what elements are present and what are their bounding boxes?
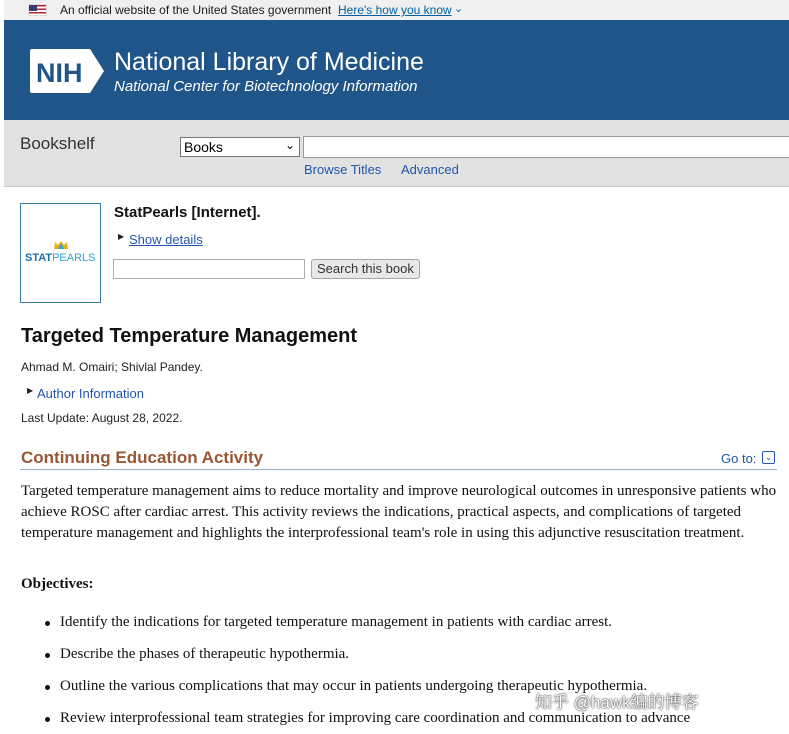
nih-logo[interactable] bbox=[28, 47, 106, 95]
section-divider bbox=[20, 469, 777, 470]
advanced-link[interactable]: Advanced bbox=[401, 162, 459, 177]
us-flag-icon bbox=[28, 4, 47, 16]
heres-how-you-know-link[interactable]: Here's how you know bbox=[338, 3, 452, 17]
last-update: Last Update: August 28, 2022. bbox=[21, 411, 183, 425]
chevron-down-icon: ⌄ bbox=[284, 138, 295, 152]
list-item: Describe the phases of therapeutic hypothermia. bbox=[60, 646, 350, 662]
database-select-value: Books bbox=[184, 139, 223, 155]
list-item: Identify the indications for targeted temperature management in patients with cardiac arrest. bbox=[60, 614, 613, 630]
triangle-right-icon[interactable]: ▶ bbox=[118, 232, 125, 241]
authors: Ahmad M. Omairi; Shivlal Pandey. bbox=[21, 360, 203, 374]
article-title: Targeted Temperature Management bbox=[21, 325, 358, 347]
nih-header bbox=[4, 20, 789, 120]
goto-label[interactable]: Go to: bbox=[721, 451, 757, 466]
list-item: Review interprofessional team strategies for improving care coordination and communication to advance bbox=[60, 710, 691, 726]
nih-logo-text: NIH bbox=[36, 58, 83, 88]
book-search-input[interactable] bbox=[113, 259, 305, 279]
author-information-link[interactable]: Author Information bbox=[37, 386, 144, 401]
search-this-book-button[interactable]: Search this book bbox=[311, 259, 420, 279]
goto-chevron-icon[interactable]: ⌄ bbox=[762, 451, 775, 464]
watermark: 知乎 @hawk编的博客 bbox=[535, 693, 699, 712]
browse-titles-link[interactable]: Browse Titles bbox=[304, 162, 382, 177]
cover-brand bbox=[25, 252, 96, 264]
crown-icon bbox=[53, 240, 69, 250]
list-item: Outline the various complications that may occur in patients undergoing therapeutic hypothermia. bbox=[60, 678, 648, 694]
ncbi-subtitle: National Center for Biotechnology Information bbox=[114, 78, 418, 95]
bookshelf-label[interactable]: Bookshelf bbox=[20, 134, 95, 153]
search-bar bbox=[4, 120, 789, 187]
intro-paragraph: Targeted temperature management aims to reduce mortality and improve neurological outcomes in unresponsive patients who achieve ROSC after cardiac arrest. This activity reviews the indications, practical aspects, and complications of targeted temperature management and highlights the interprofessional team's role in using this adjunctive resuscitation treatment. bbox=[21, 483, 777, 541]
book-cover[interactable] bbox=[20, 203, 101, 303]
section-title: Continuing Education Activity bbox=[21, 448, 264, 467]
database-select[interactable] bbox=[180, 137, 300, 157]
book-title[interactable]: StatPearls [Internet]. bbox=[114, 204, 261, 221]
triangle-right-icon[interactable]: ▶ bbox=[27, 386, 34, 395]
objectives-heading: Objectives: bbox=[21, 576, 94, 592]
show-details-link[interactable]: Show details bbox=[129, 232, 203, 247]
cover-brand-pearls: PEARLS bbox=[52, 252, 96, 264]
cover-brand-stat: STAT bbox=[25, 252, 53, 264]
gov-banner-text: An official website of the United States government bbox=[60, 3, 332, 17]
nlm-title[interactable]: National Library of Medicine bbox=[114, 48, 424, 76]
gov-banner bbox=[4, 0, 789, 20]
chevron-down-icon[interactable]: ⌄ bbox=[454, 3, 464, 15]
search-input[interactable] bbox=[303, 136, 789, 158]
